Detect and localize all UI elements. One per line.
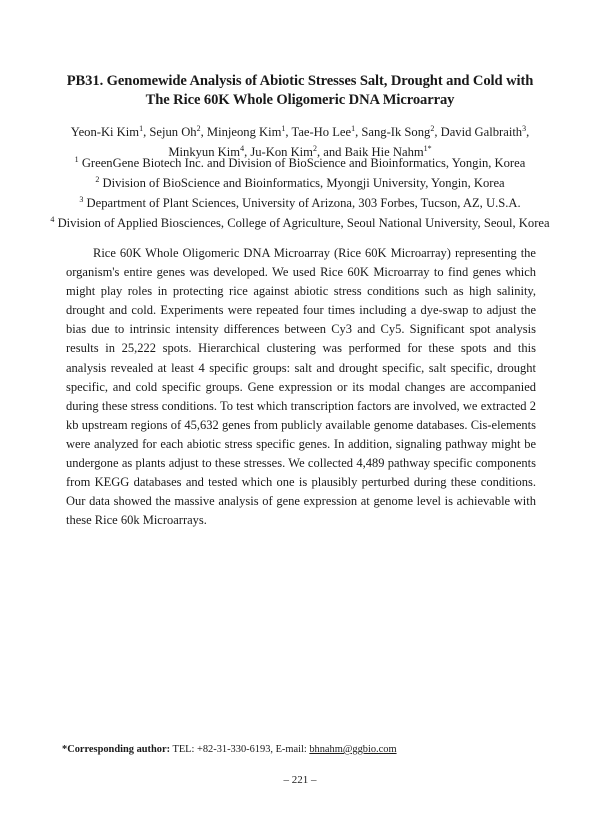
author-separator: , [143, 125, 150, 139]
page-number: – 221 – [283, 774, 317, 786]
author-separator: , [200, 125, 207, 139]
author-separator: , [285, 125, 292, 139]
corresponding-author-footnote [62, 743, 397, 757]
author-line-1 [30, 122, 570, 142]
author-affiliation-mark: 2 [312, 144, 317, 153]
affiliation-number: 1 [74, 155, 79, 164]
author-affiliation-mark: 2 [196, 124, 201, 133]
author-separator: , and [316, 145, 345, 159]
paper-title [40, 72, 560, 110]
corresponding-author-label: *Corresponding author: [62, 744, 171, 755]
author-affiliation-mark: 1 [281, 124, 286, 133]
author-affiliation-mark: 2 [430, 124, 435, 133]
author-affiliation-mark: 1 [351, 124, 356, 133]
affiliation-number: 2 [95, 175, 100, 184]
affiliation-2 [20, 173, 580, 193]
author-separator: , [355, 125, 362, 139]
affiliation-text: GreenGene Biotech Inc. and Division of BioScience and Bioinformatics, Yongin, Korea [81, 156, 526, 170]
affiliation-text: Division of BioScience and Bioinformatics, Myongji University, Yongin, Korea [102, 176, 505, 190]
affiliation-4 [20, 213, 580, 233]
author-name: Sejun Oh [149, 125, 197, 139]
author-separator: , [526, 125, 530, 139]
author-name: Baik Hie Nahm [344, 145, 424, 159]
affiliation-list [20, 153, 580, 233]
author-name: Yeon-Ki Kim [70, 125, 140, 139]
author-separator: , [434, 125, 441, 139]
corresponding-author-email: bhnahm@ggbio.com [309, 744, 397, 755]
author-affiliation-mark: 3 [522, 124, 527, 133]
affiliation-3 [20, 193, 580, 213]
author-name: Ju-Kon Kim [250, 145, 313, 159]
author-separator: , [244, 145, 251, 159]
author-name: Tae-Ho Lee [291, 125, 352, 139]
affiliation-number: 4 [50, 215, 55, 224]
title-line-1: PB31. Genomewide Analysis of Abiotic Stresses Salt, Drought and Cold with [66, 73, 534, 89]
author-name: Minjeong Kim [206, 125, 282, 139]
title-line-2: The Rice 60K Whole Oligomeric DNA Microarray [145, 92, 455, 108]
author-name: David Galbraith [440, 125, 523, 139]
abstract-paragraph: Rice 60K Whole Oligomeric DNA Microarray (Rice 60K Microarray) representing the organism's entire genes was developed. We used Rice 60K Microarray to find genes which might play roles in protecting rice against abiotic stress conditions such as high salinity, drought and cold. Experiments were repeated four times including a dye-swap to adjust the bias due to intrinsic intensity differences between Cy3 and Cy5. Significant spot analysis results in 25,222 spots. Hierarchical clustering was performed for these spots and this analysis revealed at least 4 specific groups: salt and drought specific, salt specific, drought specific, and cold specific groups. Gene expression or its modal changes are accompanied during these stress conditions. To test which transcription factors are involved, we extracted 2 kb upstream regions of 45,632 genes from publicly available genome databases. Cis-elements were analyzed for each abiotic stress specific genes. In addition, signaling pathway might be undergone as plants adjust to these stresses. We collected 4,489 pathway specific components from KEGG databases and tested which one is plausibly perturbed during these conditions. Our data showed the massive analysis of gene expression at genome level is achievable with these Rice 60k Microarrays. [66, 246, 536, 528]
affiliation-text: Department of Plant Sciences, University of Arizona, 303 Forbes, Tucson, AZ, U.S.A. [86, 196, 521, 210]
author-affiliation-mark: 4 [240, 144, 245, 153]
affiliation-1 [20, 153, 580, 173]
corresponding-author-contact: TEL: +82-31-330-6193, E-mail: [170, 744, 310, 755]
author-affiliation-mark: 1 [139, 124, 144, 133]
author-name: Sang-Ik Song [361, 125, 431, 139]
affiliation-number: 3 [79, 195, 84, 204]
author-name: Minkyun Kim [168, 145, 241, 159]
author-affiliation-mark: 1* [423, 144, 432, 153]
affiliation-text: Division of Applied Biosciences, College of Agriculture, Seoul National University, Seoul, Korea [57, 216, 550, 230]
